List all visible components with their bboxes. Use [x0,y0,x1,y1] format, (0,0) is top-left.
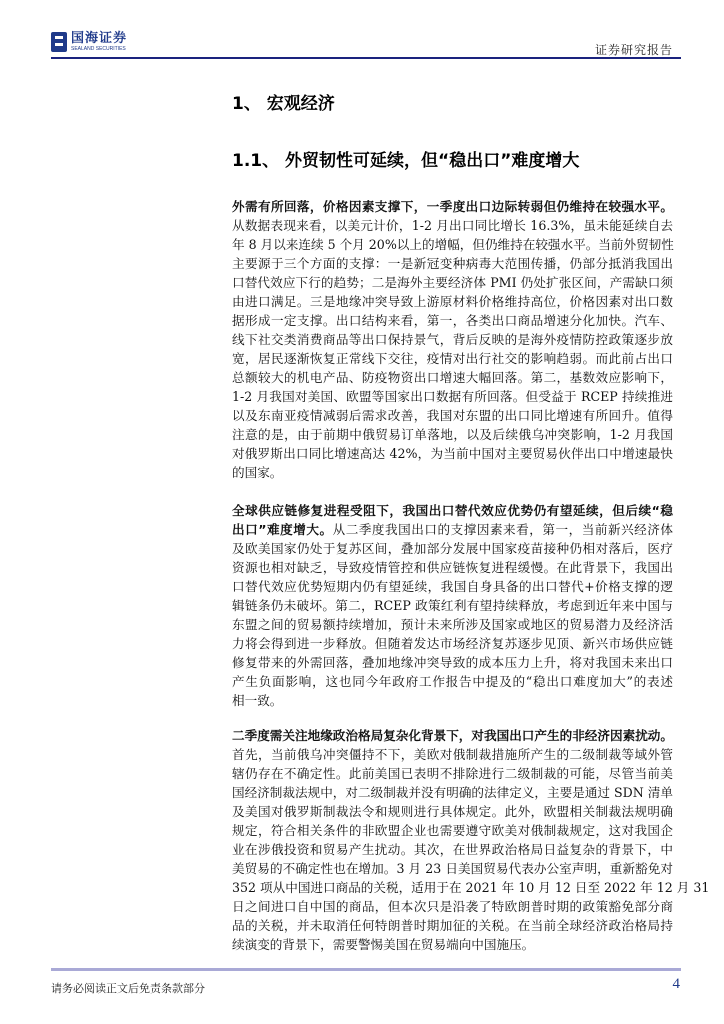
footer-divider [51,968,681,971]
body-text: 对俄罗斯出口同比增速高达 42%，为当前中国对主要贸易伙伴出口中增速最快 [232,446,673,461]
text-line [232,764,673,783]
body-text: 日之间进口自中国的商品，但本次只是沿袭了特欧朗普时期的政策豁免部分商 [232,899,673,914]
text-line [232,878,710,897]
subsection-heading: 1.1、 外贸韧性可延续，但“稳出口”难度增大 [232,151,580,171]
header-divider [51,57,681,59]
body-text: 的国家。 [232,465,283,480]
body-text: 资源也相对缺乏，导致疫情管控和供应链恢复进程缓慢。在此背景下，我国出 [232,560,673,575]
text-line [232,539,673,558]
text-line [232,897,673,916]
body-text: 总额较大的机电产品、防疫物资出口增速大幅回落。第二，基数效应影响下， [232,370,673,385]
body-text: 由进口满足。三是地缘冲突导致上游原材料价格维持高位，价格因素对出口数 [232,294,673,309]
paragraph-1 [232,197,673,482]
text-line [232,406,673,425]
body-text: 修复带来的外需回落，叠加地缘冲突导致的成本压力上升，将对我国未来出口 [232,655,673,670]
text-line [232,634,673,653]
logo-mark-icon [51,32,67,52]
text-line [232,273,673,292]
text-line [232,311,673,330]
bold-lead-text: 全球供应链修复进程受阻下，我国出口替代效应优势仍有望延续，但后续“稳 [232,503,673,518]
text-line [232,558,673,577]
body-text: 辖仍存在不确定性。此前美国已表明不排除进行二级制裁的可能，尽管当前美 [232,766,673,781]
body-text: 品的关税，并未取消任何特朗普时期加征的关税。在当前全球经济政治格局持 [232,918,673,933]
report-type-label: 证券研究报告 [594,43,673,57]
text-line [232,368,673,387]
paragraph-2 [232,501,673,710]
body-text: 据形成一定支撑。出口结构来看，第一，各类出口商品增速分化加快。汽车、 [232,313,673,328]
text-line [232,859,673,878]
body-text: 续演变的背景下，需要警惕美国在贸易端向中国施压。 [232,937,535,952]
body-text: 辑链条仍未破坏。第二，RCEP 政策红利有望持续释放，考虑到近年来中国与 [232,598,673,613]
section-heading: 1、 宏观经济 [232,94,335,114]
company-logo [51,32,127,52]
text-line [232,745,673,764]
logo-chinese-name: 国海证券 [71,31,128,46]
body-text: 以及东南亚疫情减弱后需求改善，我国对东盟的出口同比增速有所回升。值得 [232,408,673,423]
body-text: 注意的是，由于前期中俄贸易订单落地，以及后续俄乌冲突影响，1-2 月我国 [232,427,673,442]
text-line [232,691,673,710]
body-text: 相一致。 [232,693,283,708]
body-text: 从数据表现来看，以美元计价，1-2 月出口同比增长 16.3%，虽未能延续自去 [232,218,673,233]
text-line [232,653,673,672]
text-line [232,615,673,634]
body-text: 力将会得到进一步释放。但随着发达市场经济复苏逐步见顶、新兴市场供应链 [232,636,673,651]
text-line [232,840,673,859]
text-line [232,916,673,935]
text-line [232,726,673,745]
text-line [232,463,673,482]
bold-lead-text: 出口”难度增大。 [232,522,333,537]
body-text: 及美国对俄罗斯制裁法令和规则进行具体规定。此外，欧盟相关制裁法规明确 [232,804,673,819]
text-line [232,197,673,216]
text-line [232,520,673,539]
page-number: 4 [672,976,680,992]
text-line [232,935,673,954]
text-line [232,235,673,254]
body-text: 东盟之间的贸易额持续增加，预计未来所涉及国家或地区的贸易潜力及经济活 [232,617,673,632]
body-text: 宽，居民逐渐恢复正常线下交往，疫情对出行社交的影响趋弱。而此前占出口 [232,351,673,366]
body-text: 口替代效应下行的趋势；二是海外主要经济体 PMI 仍处扩张区间，产需缺口须 [232,275,673,290]
text-line [232,802,673,821]
text-line [232,387,673,406]
text-line [232,821,673,840]
logo-english-name: SEALAND SECURITIES [71,46,126,52]
body-text: 规定，符合相关条件的非欧盟企业也需要遵守欧美对俄制裁规定，这对我国企 [232,823,673,838]
body-text: 及欧美国家仍处于复苏区间，叠加部分发展中国家疫苗接种仍相对落后，医疗 [232,541,673,556]
body-text: 线下社交类消费商品等出口保持景气，背后反映的是海外疫情防控政策逐步放 [232,332,673,347]
text-line [232,444,673,463]
text-line [232,216,673,235]
body-text: 年 8 月以来连续 5 个月 20%以上的增幅，但仍维持在较强水平。当前外贸韧性 [232,237,674,252]
body-text: 352 项从中国进口商品的关税，适用于在 2021 年 10 月 12 日至 2022 年 12 月 31 [232,880,710,895]
bold-lead-text: 外需有所回落，价格因素支撑下，一季度出口边际转弱但仍维持在较强水平。 [232,199,673,214]
body-text: 首先，当前俄乌冲突僵持不下，美欧对俄制裁措施所产生的二级制裁等域外管 [232,747,673,762]
body-text: 国经济制裁法规中，对二级制裁并没有明确的法律定义，主要是通过 SDN 清单 [232,785,673,800]
body-text: 从二季度我国出口的支撑因素来看，第一，当前新兴经济体 [332,522,674,537]
text-line [232,254,673,273]
text-line [232,596,673,615]
paragraph-3 [232,726,710,954]
text-line [232,783,673,802]
text-line [232,501,673,520]
text-line [232,349,673,368]
body-text: 1-2 月我国对美国、欧盟等国家出口数据有所回落。但受益于 RCEP 持续推进 [232,389,673,404]
text-line [232,330,673,349]
text-line [232,577,673,596]
text-line [232,672,673,691]
bold-lead-text: 二季度需关注地缘政治格局复杂化背景下，对我国出口产生的非经济因素扰动。 [232,728,673,743]
page-header [51,28,681,58]
body-text: 主要源于三个方面的支撑：一是新冠变种病毒大范围传播，仍部分抵消我国出 [232,256,673,271]
body-text: 美贸易的不确定性也在增加。3 月 23 日美国贸易代表办公室声明，重新豁免对 [232,861,673,876]
footer-disclaimer: 请务必阅读正文后免责条款部分 [51,982,205,995]
body-text: 产生负面影响，这也同今年政府工作报告中提及的“稳出口难度加大”的表述 [232,674,673,689]
text-line [232,425,673,444]
text-line [232,292,673,311]
body-text: 业在涉俄投资和贸易产生扰动。其次，在世界政治格局日益复杂的背景下，中 [232,842,673,857]
body-text: 口替代效应优势短期内仍有望延续，我国自身具备的出口替代+价格支撑的逻 [232,579,673,594]
